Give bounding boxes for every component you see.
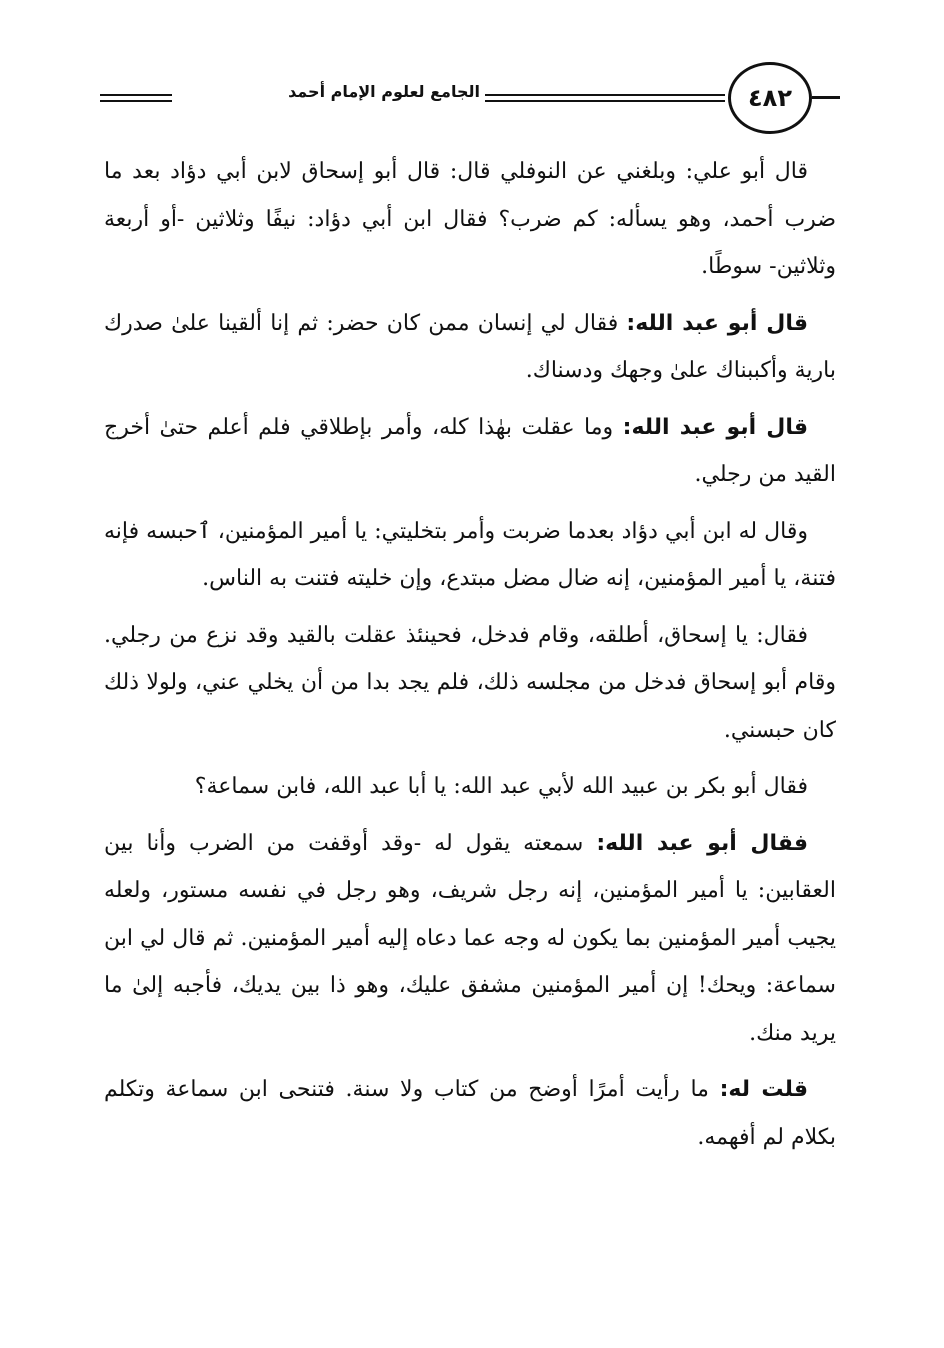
paragraph-text: فقال لي إنسان ممن كان حضر: ثم إنا ألقينا علىٰ صدرك بارية وأكببناك علىٰ وجهك ودسناك. bbox=[104, 310, 836, 383]
paragraph bbox=[104, 508, 836, 603]
page-body bbox=[104, 148, 836, 1170]
paragraph bbox=[104, 820, 836, 1058]
page-number-badge bbox=[728, 62, 812, 134]
paragraph-text: قال أبو علي: وبلغني عن النوفلي قال: قال أبو إسحاق لابن أبي دؤاد بعد ما ضرب أحمد، وهو يسأله: كم ضرب؟ فقال ابن أبي دؤاد: نيفًا وثلاثين -أو أربعة وثلاثين- سوطًا. bbox=[104, 159, 836, 279]
paragraph-lead: قلت له: bbox=[719, 1077, 809, 1102]
paragraph-text: وقال له ابن أبي دؤاد بعدما ضربت وأمر بتخليتي: يا أمير المؤمنين، ٱحبسه فإنه فتنة، يا أمير المؤمنين، إنه ضال مضل مبتدع، وإن خليته فتنت به الناس. bbox=[104, 518, 836, 591]
header-rule-left bbox=[100, 94, 172, 102]
paragraph-lead: فقال أبو عبد الله: bbox=[596, 830, 808, 856]
paragraph-lead: قال أبو عبد الله: bbox=[626, 310, 808, 336]
paragraph bbox=[104, 148, 836, 291]
paragraph-text: فقال أبو بكر بن عبيد الله لأبي عبد الله: يا أبا عبد الله، فابن سماعة؟ bbox=[194, 774, 808, 799]
header-rule-right bbox=[812, 96, 840, 99]
paragraph-text: ما رأيت أمرًا أوضح من كتاب ولا سنة. فتنحى ابن سماعة وتكلم بكلام لم أفهمه. bbox=[104, 1077, 836, 1150]
paragraph bbox=[104, 300, 836, 395]
paragraph bbox=[104, 763, 836, 811]
page-number: ٤٨٢ bbox=[748, 84, 792, 112]
paragraph-text: سمعته يقول له -وقد أوقفت من الضرب وأنا بين العقابين: يا أمير المؤمنين، إنه رجل شريف، وهو رجل في نفسه مستور، ولعله يجيب أمير المؤمنين بما يكون له وجه عما دعاه إليه أمير المؤمنين. ثم قال لي ابن سماعة: ويحك! إن أمير المؤمنين مشفق عليك، وهو ذا بين يديك، فأجبه إلىٰ ما يريد منك. bbox=[104, 830, 836, 1046]
paragraph-text: وما عقلت بهٰذا كله، وأمر بإطلاقي فلم أعلم حتىٰ أخرج القيد من رجلي. bbox=[104, 414, 836, 487]
paragraph-text: فقال: يا إسحاق، أطلقه، وقام فدخل، فحينئذ عقلت بالقيد وقد نزع من رجلي. وقام أبو إسحاق فدخل من مجلسه ذلك، فلم يجد بدا من أن يخلي عني، ولولا ذلك كان حبسني. bbox=[104, 622, 836, 743]
paragraph-lead: قال أبو عبد الله: bbox=[622, 414, 809, 440]
running-title: الجامع لعلوم الإمام أحمد bbox=[288, 82, 480, 101]
paragraph bbox=[104, 612, 836, 755]
paragraph bbox=[104, 404, 836, 499]
header-rule-double bbox=[485, 94, 725, 102]
page-header bbox=[100, 62, 840, 142]
paragraph bbox=[104, 1066, 836, 1161]
